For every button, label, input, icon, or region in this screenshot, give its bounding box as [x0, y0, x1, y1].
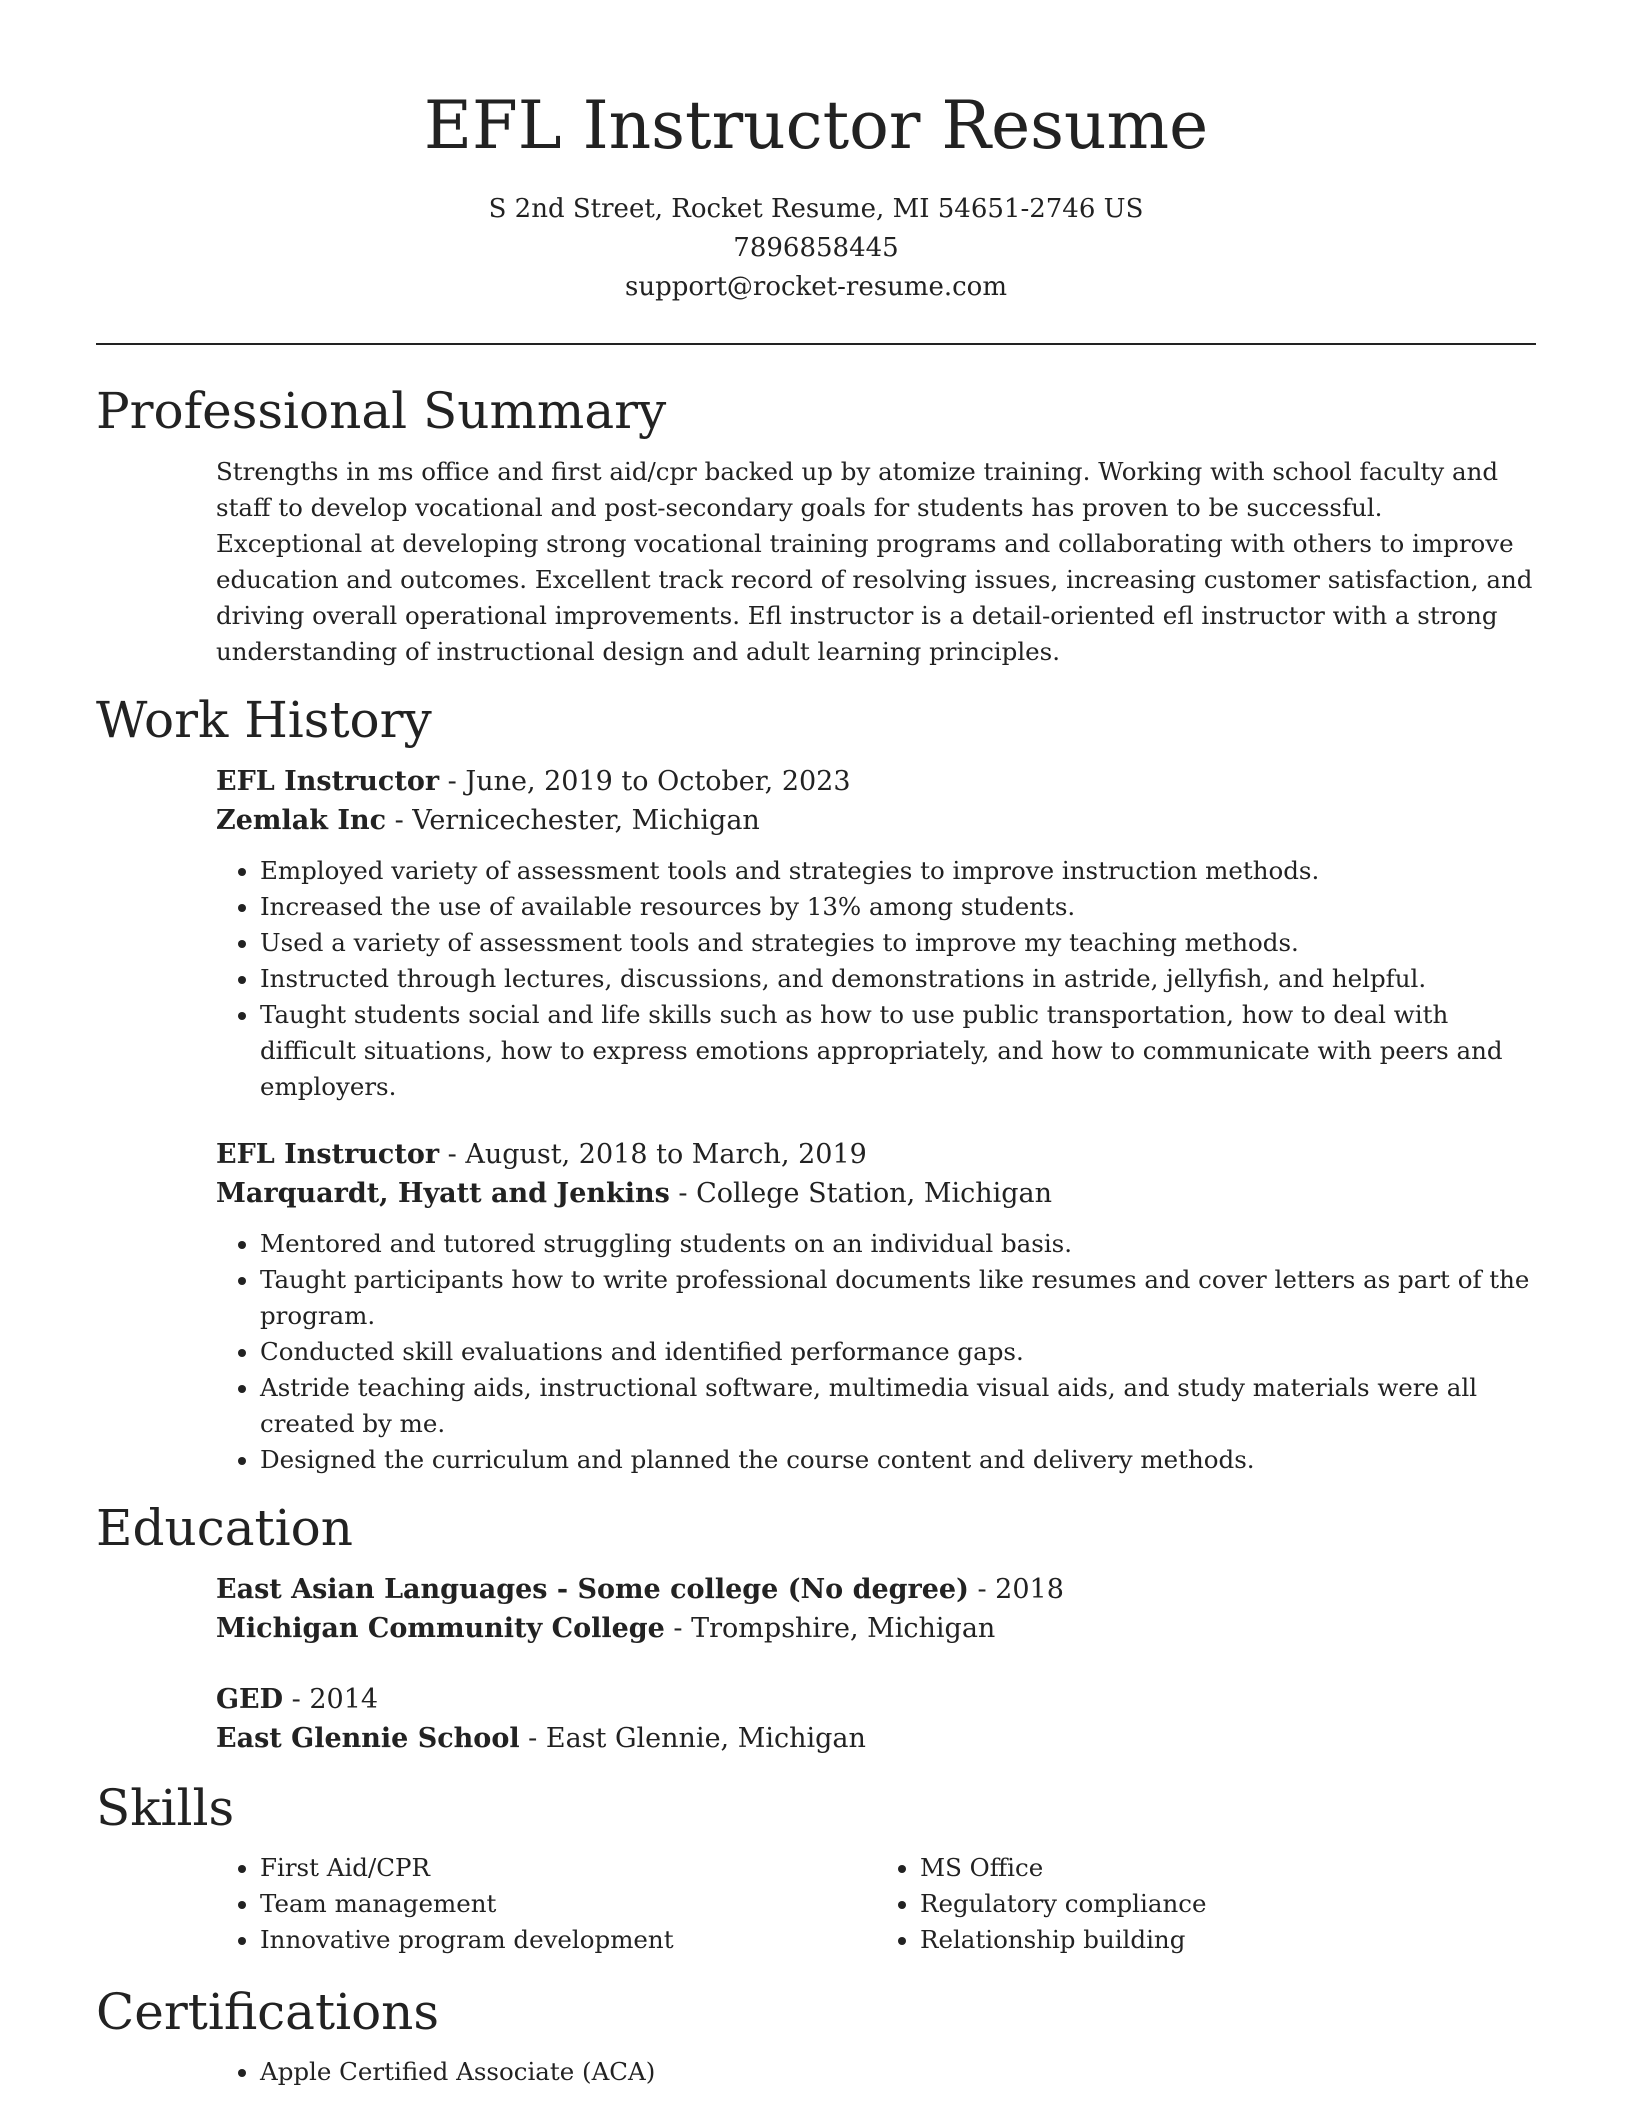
education-heading: Education [96, 1499, 353, 1557]
education-section [96, 1498, 1536, 1758]
education-degree: GED [216, 1684, 284, 1715]
job-role: EFL Instructor [216, 1139, 440, 1170]
skill-item: • Innovative program development [260, 1922, 876, 1958]
education-school: Michigan Community College [216, 1613, 665, 1644]
job-company-line [216, 1174, 1536, 1213]
contact-block [96, 190, 1536, 307]
skills-column-left [216, 1850, 876, 1958]
job-entry [216, 762, 1536, 1105]
job-bullets [216, 1226, 1536, 1478]
summary-section [96, 381, 1536, 670]
skill-item: • MS Office [920, 1850, 1536, 1886]
job-location: - Vernicechester, Michigan [386, 805, 760, 836]
education-degree: East Asian Languages - Some college (No degree) [216, 1574, 969, 1605]
job-bullet: • Designed the curriculum and planned the course content and delivery methods. [260, 1442, 1536, 1478]
skills-heading: Skills [96, 1779, 235, 1837]
job-bullet: • Instructed through lectures, discussions, and demonstrations in astride, jellyfish, and helpful. [260, 961, 1536, 997]
resume-page [96, 0, 1536, 2090]
job-bullet: • Employed variety of assessment tools and strategies to improve instruction methods. [260, 853, 1536, 889]
job-bullet: • Taught students social and life skills such as how to use public transportation, how to deal with difficult situations, how to express emotions appropriately, and how to communicate with peers and employers. [260, 997, 1536, 1105]
skill-item: • Relationship building [920, 1922, 1536, 1958]
education-entry [216, 1680, 1536, 1758]
resume-title: EFL Instructor Resume [423, 87, 1209, 164]
job-title-line [216, 762, 1536, 801]
job-bullet: • Astride teaching aids, instructional software, multimedia visual aids, and study materials were all created by me. [260, 1370, 1536, 1442]
job-bullet: • Conducted skill evaluations and identified performance gaps. [260, 1334, 1536, 1370]
job-location: - College Station, Michigan [669, 1178, 1053, 1209]
job-company-line [216, 801, 1536, 840]
education-year: - 2014 [283, 1684, 379, 1715]
education-school-line [216, 1609, 1536, 1648]
contact-email: support@rocket-resume.com [624, 272, 1007, 302]
skill-item: • First Aid/CPR [260, 1850, 876, 1886]
job-company: Marquardt, Hyatt and Jenkins [216, 1178, 670, 1209]
job-bullet: • Taught participants how to write professional documents like resumes and cover letters as part of the program. [260, 1262, 1536, 1334]
job-dates: - June, 2019 to October, 2023 [439, 766, 851, 797]
contact-phone: 7896858445 [733, 233, 899, 263]
job-bullet: • Used a variety of assessment tools and strategies to improve my teaching methods. [260, 925, 1536, 961]
education-entry [216, 1570, 1536, 1648]
education-school-line [216, 1719, 1536, 1758]
education-year: - 2018 [968, 1574, 1064, 1605]
job-role: EFL Instructor [216, 766, 440, 797]
summary-body [216, 454, 1536, 670]
skills-grid [216, 1850, 1536, 1958]
job-bullet: • Increased the use of available resources by 13% among students. [260, 889, 1536, 925]
resume-header [96, 0, 1536, 307]
header-divider [96, 343, 1536, 345]
education-location: - East Glennie, Michigan [519, 1723, 866, 1754]
summary-text: Strengths in ms office and first aid/cpr backed up by atomize training. Working with school faculty and staff to develop vocational and post-secondary goals for students has proven to be successful. Exceptional at developing strong vocational training programs and collaborating with others to improve education and outcomes. Excellent track record of resolving issues, increasing customer satisfaction, and driving overall operational improvements. Efl instructor is a detail-oriented efl instructor with a strong understanding of instructional design and adult learning principles. [216, 457, 1533, 666]
job-entry [216, 1135, 1536, 1478]
job-company: Zemlak Inc [216, 805, 387, 836]
education-degree-line [216, 1680, 1536, 1719]
summary-heading: Professional Summary [96, 382, 667, 440]
education-school: East Glennie School [216, 1723, 520, 1754]
certifications-heading: Certifications [96, 1983, 440, 2041]
certifications-list [216, 2054, 1536, 2090]
skill-item: • Team management [260, 1886, 876, 1922]
job-bullets [216, 853, 1536, 1105]
job-title-line [216, 1135, 1536, 1174]
certifications-section [96, 1982, 1536, 2090]
skills-column-right [876, 1850, 1536, 1958]
education-degree-line [216, 1570, 1536, 1609]
education-location: - Trompshire, Michigan [664, 1613, 996, 1644]
certification-item: • Apple Certified Associate (ACA) [260, 2054, 1536, 2090]
job-bullet: • Mentored and tutored struggling students on an individual basis. [260, 1226, 1536, 1262]
skill-item: • Regulatory compliance [920, 1886, 1536, 1922]
work-section [96, 690, 1536, 1478]
skills-section [96, 1778, 1536, 1958]
contact-address: S 2nd Street, Rocket Resume, MI 54651-2746 US [488, 194, 1144, 224]
job-dates: - August, 2018 to March, 2019 [439, 1139, 867, 1170]
work-heading: Work History [96, 691, 432, 749]
certifications-body [216, 2054, 1536, 2090]
